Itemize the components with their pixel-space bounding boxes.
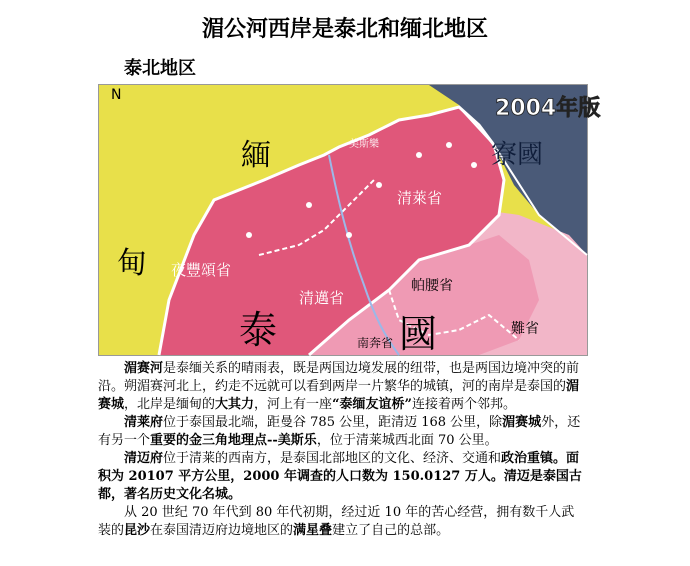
page-title: 湄公河西岸是泰北和缅北地区 [201, 17, 488, 42]
chiangmai-label: 清邁省 [299, 289, 345, 307]
section-heading: 泰北地区 [124, 58, 196, 79]
myanmar-label-2: 甸 [117, 246, 147, 281]
article-body [98, 360, 586, 540]
thailand-label-2: 國 [399, 312, 438, 356]
paragraph-4: 从 20 世纪 70 年代到 80 年代初期，经过近 10 年的苦心经营，拥有数千人武装的昆沙在泰国清迈府边境地区的满星叠建立了自己的总部。 [98, 505, 575, 538]
phayao-label: 帕腰省 [411, 278, 453, 294]
myanmar-label-1: 緬 [241, 138, 271, 173]
laos-label: 寮國 [491, 140, 544, 170]
map-image [99, 85, 601, 356]
paragraph-1: 湄赛河是泰缅关系的晴雨表，既是两国边境发展的纽带，也是两国边境冲突的前沿。朔湄赛河北上，约走不远就可以看到两岸一片繁华的城镇，河的南岸是泰国的湄赛城，北岸是缅甸的大其力，河上有一座“泰缅友谊桥”连接着两个邻邦。 [98, 361, 580, 412]
maehongson-label: 夜豐頌省 [171, 261, 232, 279]
map-figure [98, 84, 601, 356]
version-badge: 2004年版 [495, 96, 601, 121]
paragraph-2: 清莱府位于泰国最北端，距曼谷 785 公里，距清迈 168 公里，除湄赛城外，还有另一个重要的金三角地理点--美斯乐，位于清莱城西北面 70 公里。 [98, 415, 581, 448]
paragraph-3: 清迈府位于清莱的西南方，是泰国北部地区的文化、经济、交通和政治重镇。面积为 20107 平方公里，2000 年调查的人口数为 150.0127 万人。清迈是泰国古都，著名历史文化名城。 [98, 451, 582, 502]
lampang-label: 南奔省 [357, 336, 394, 350]
nan-label: 難省 [511, 321, 539, 337]
thailand-label-1: 泰 [239, 308, 278, 352]
chiangrai-label: 清萊省 [397, 189, 443, 207]
north-arrow: N [111, 87, 122, 103]
maesai-label: 美斯樂 [349, 139, 379, 150]
